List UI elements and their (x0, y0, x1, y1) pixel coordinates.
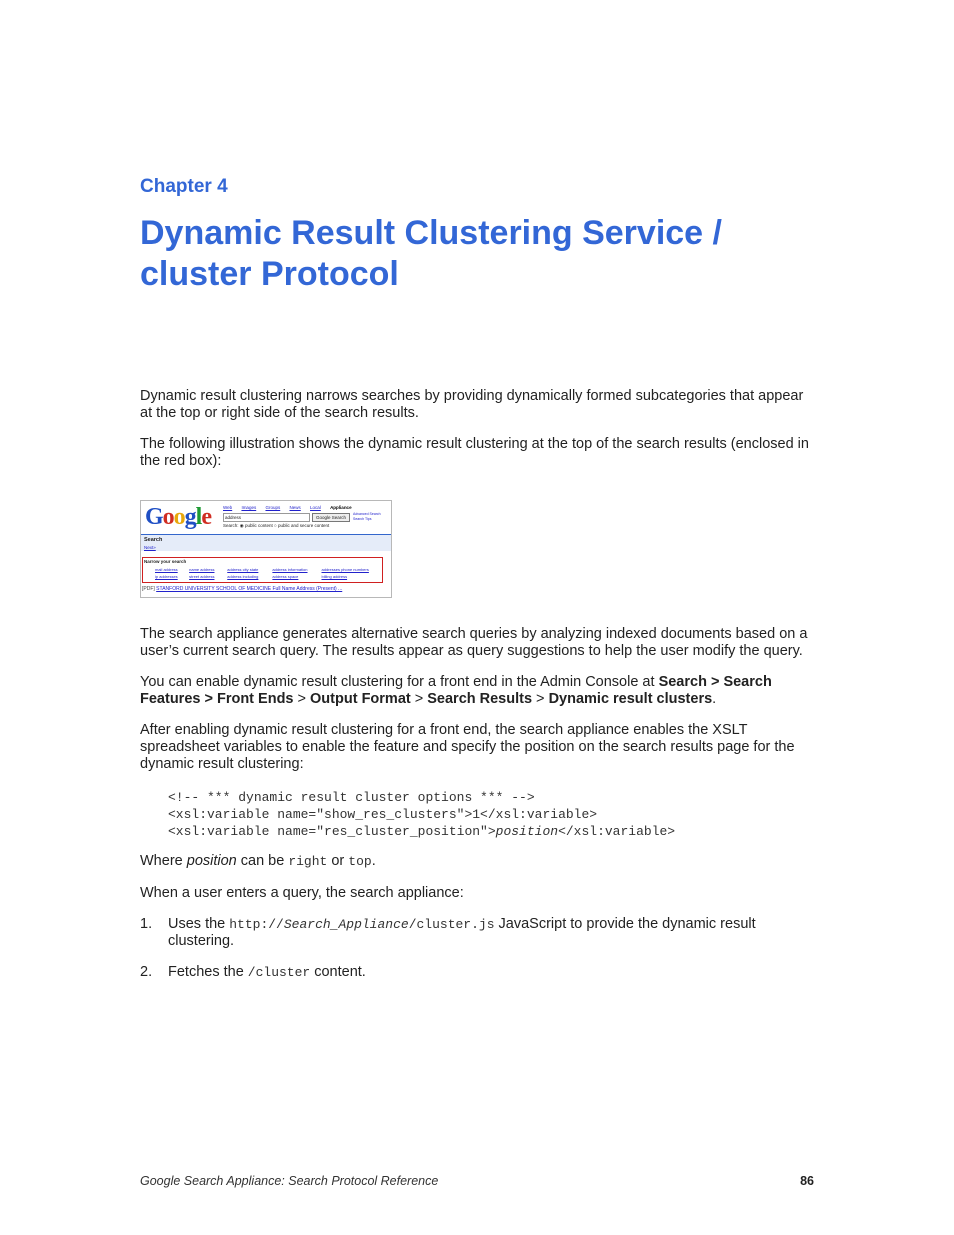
tab-local: Local (310, 505, 321, 510)
cluster-red-box (142, 557, 383, 583)
tab-images: Images (241, 505, 257, 510)
cluster-link: address including (227, 574, 259, 579)
generates-paragraph: The search appliance generates alternative search queries by analyzing indexed documents based on a user’s current search query. The results appear as query suggestions to help the user modify the query. (140, 626, 808, 659)
code-right: right (288, 854, 328, 869)
step-1-text (168, 916, 808, 950)
results-bar (141, 534, 391, 551)
path-separator: > (410, 691, 428, 707)
step-1-code-appliance: Search_Appliance (283, 917, 409, 932)
sentence-end: . (712, 691, 717, 707)
step-1-code-http: http:// (229, 917, 284, 932)
menu-path-search-results: Search Results (427, 691, 533, 707)
step-2-text (168, 964, 808, 981)
page-number: 86 (800, 1174, 814, 1188)
intro-paragraph: Dynamic result clustering narrows searches by providing dynamically formed subcategories that appear at the top or right side of the search results. (140, 388, 804, 421)
path-separator: > (293, 691, 311, 707)
google-search-button: Google Search (312, 513, 350, 522)
cluster-row-1 (155, 567, 369, 572)
narrow-heading: Narrow your search (144, 559, 187, 564)
code-line-3-position: position (495, 824, 559, 839)
step-1-code-cluster-js: /cluster.js (408, 917, 495, 932)
advanced-search-link: Advanced Search (353, 512, 381, 516)
illustration-intro-paragraph: The following illustration shows the dynamic result clustering at the top of the search results (enclosed in the red box): (140, 436, 809, 469)
step-2-post: content. (310, 964, 366, 980)
code-line-3-end: </xsl:variable> (558, 824, 676, 839)
cluster-link: address information (272, 567, 308, 572)
tab-web: Web (223, 505, 233, 510)
search-results-screenshot (140, 500, 392, 598)
cluster-link: address space (272, 574, 299, 579)
radio-empty-icon: ○ (274, 523, 277, 528)
chapter-label: Chapter 4 (140, 176, 228, 197)
google-logo: Google (145, 504, 211, 530)
step-2-pre: Fetches the (168, 964, 248, 980)
search-tips-link: Search Tips (353, 516, 372, 521)
step-1-number: 1. (140, 916, 153, 932)
code-line-2: <xsl:variable name="show_res_clusters">1</xsl:variable> (168, 807, 598, 822)
scope-secure: public and secure content (278, 523, 330, 528)
advanced-links (353, 512, 381, 521)
menu-path-dynamic-clusters: Dynamic result clusters (548, 691, 713, 707)
code-line-3 (168, 823, 675, 840)
where-text: Where (140, 853, 187, 869)
code-line-3-start: <xsl:variable name="res_cluster_position"> (168, 824, 496, 839)
menu-path-search-features: Search > Search Features > Front Ends (140, 674, 772, 707)
search-scope (223, 523, 329, 529)
cluster-link: addresses phone numbers (321, 567, 369, 572)
code-top: top (348, 854, 372, 869)
page-title: Dynamic Result Clustering Service / cluster Protocol (140, 214, 722, 293)
cluster-link: address city state (227, 567, 259, 572)
scope-public: public content (244, 523, 273, 528)
xslt-code-block (168, 789, 675, 840)
scope-label: Search: (223, 523, 239, 528)
step-1-post: JavaScript to provide the dynamic result clustering. (168, 916, 756, 949)
search-query-field: address (223, 513, 310, 522)
code-line-1: <!-- *** dynamic result cluster options *** --> (168, 790, 535, 805)
where-text-2: can be (236, 853, 289, 869)
footer-title: Google Search Appliance: Search Protocol Reference (140, 1174, 439, 1188)
cluster-link: street address (189, 574, 215, 579)
after-enabling-paragraph: After enabling dynamic result clustering for a front end, the search appliance enables the XSLT spreadsheet variables to enable the feature and specify the position on the search results page for the dynamic result clustering: (140, 722, 795, 772)
results-bar-title: Search (144, 537, 163, 543)
when-user-paragraph: When a user enters a query, the search appliance: (140, 885, 464, 901)
results-bar-next: Next» (144, 545, 156, 550)
menu-path-output-format: Output Format (310, 691, 411, 707)
enable-paragraph (140, 674, 816, 708)
cluster-row-2 (155, 574, 347, 579)
where-position: position (186, 853, 237, 869)
tab-groups: Groups (265, 505, 281, 510)
result-type-tag: [PDF] (142, 586, 155, 592)
first-result (142, 586, 342, 592)
where-or: or (327, 853, 349, 869)
cluster-link: mail address (155, 567, 178, 572)
cluster-link: billing address (321, 574, 348, 579)
step-2-number: 2. (140, 964, 153, 980)
cluster-link: name address (189, 567, 215, 572)
where-dot: . (371, 853, 376, 869)
search-tabs (223, 505, 360, 510)
path-separator: > (532, 691, 549, 707)
step-2-code-cluster: /cluster (247, 965, 311, 980)
cluster-link: ip addresses (155, 574, 178, 579)
where-paragraph (140, 853, 816, 870)
radio-selected-icon: ◉ (239, 523, 244, 528)
result-link: STANFORD UNIVERSITY SCHOOL OF MEDICINE Full Name Address (Present) ... (156, 586, 343, 592)
tab-appliance: Appliance (330, 505, 352, 510)
tab-news: News (289, 505, 301, 510)
enable-prefix: You can enable dynamic result clustering for a front end in the Admin Console at (140, 674, 659, 690)
step-1-pre: Uses the (168, 916, 230, 932)
